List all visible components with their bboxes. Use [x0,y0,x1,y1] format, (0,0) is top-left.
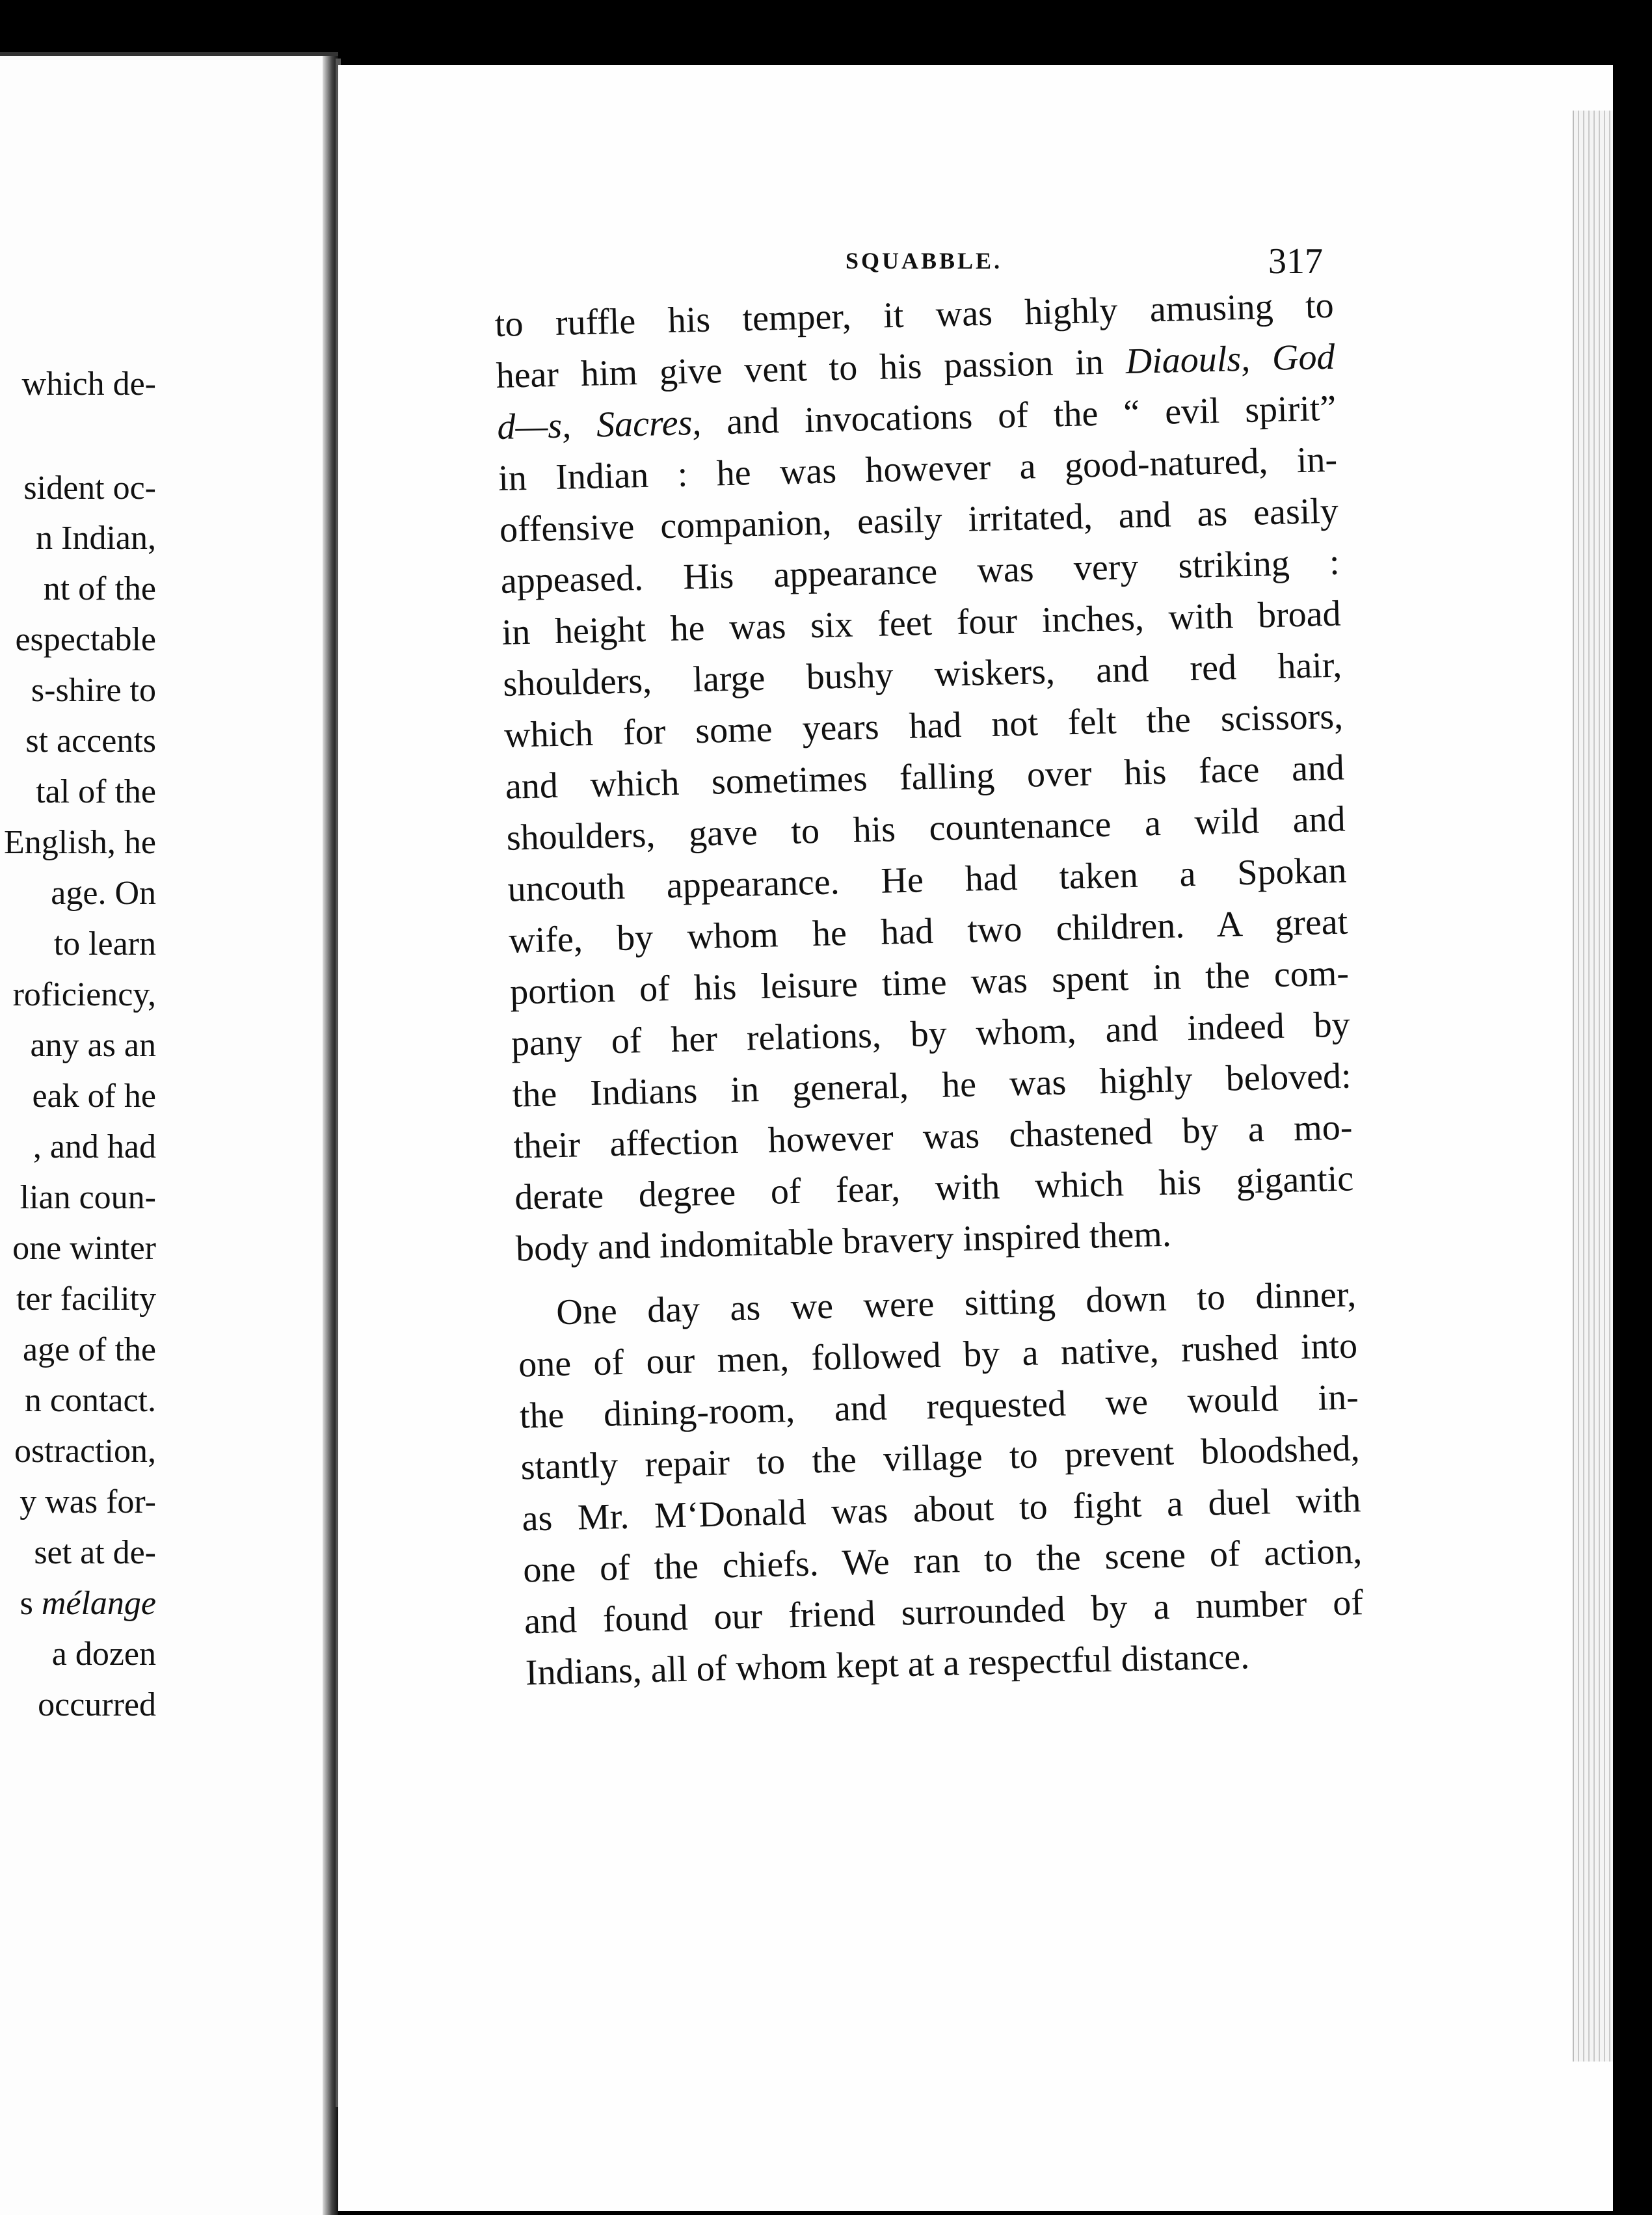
left-page-line: espectable [15,621,156,658]
paragraph-2 [517,1269,1365,1699]
text-line: d—s, Sacres, and invocations of the “ evil spirit” [496,388,1337,447]
left-page-line: English, he [4,824,156,861]
left-page-line: ter facility [16,1280,156,1318]
left-page-line: which de- [21,365,156,403]
text-line: Indians, all of whom kept at a respectful distance. [525,1636,1250,1693]
body-text [494,280,1365,1699]
text-line: which for some years had not felt the scissors, [503,696,1344,756]
left-page-line: any as an [30,1027,156,1064]
left-page-line: lian coun- [20,1179,156,1216]
left-page-text [0,56,156,2215]
left-page-line: occurred [38,1686,156,1723]
left-page-line: y was for- [20,1483,156,1520]
left-page-line: to learn [53,925,156,962]
left-page-line: roficiency, [12,976,156,1013]
left-page-line: ostraction, [14,1433,156,1470]
left-page-line: tal of the [36,773,156,810]
left-page-line: age. On [51,875,156,912]
left-page-line: s mélange [20,1585,156,1622]
left-page-line: set at de- [34,1534,156,1571]
running-head: SQUABBLE. [846,248,1003,274]
text-line: offensive companion, easily irritated, and as easily [499,490,1339,550]
text-line: and which sometimes falling over his face and [505,747,1345,807]
left-page-line: a dozen [51,1636,156,1673]
text-line: the dining-room, and requested we would in- [519,1377,1359,1437]
text-line: portion of his leisure time was spent in the com- [509,953,1350,1013]
text-line: their affection however was chastened by a mo- [513,1107,1353,1167]
text-line: in height he was six feet four inches, with broad [501,593,1342,653]
text-line: to ruffle his temper, it was highly amusing to [494,285,1335,345]
left-page-line: eak of he [32,1078,156,1115]
text-line: shoulders, gave to his countenance a wild and [506,799,1346,858]
left-page-line: sident oc- [23,470,156,507]
text-line: pany of her relations, by whom, and indeed by [511,1004,1351,1064]
left-page-line: st accents [25,723,156,760]
text-line: One day as we were sitting down to dinner, [555,1274,1357,1333]
left-page-line: one winter [12,1230,156,1267]
text-line: one of the chiefs. We ran to the scene of action, [522,1531,1363,1591]
left-page-line: n contact. [24,1382,156,1419]
left-page-line: n Indian, [36,520,156,557]
text-line: shoulders, large bushy wiskers, and red hair, [502,644,1342,704]
text-line: hear him give vent to his passion in Diaouls, God [495,336,1336,396]
paragraph-1 [494,280,1355,1275]
page-edges [1573,111,1613,2062]
text-line: the Indians in general, he was highly beloved: [512,1055,1352,1115]
page-header [520,241,1327,286]
text-line: wife, by whom he had two children. A great [508,901,1348,961]
text-line: body and indomitable bravery inspired them. [515,1214,1172,1269]
left-page [0,52,338,2215]
text-line: and found our friend surrounded by a number of [524,1582,1364,1642]
text-line: in Indian : he was however a good-natured, in- [498,439,1338,499]
left-page-line: nt of the [43,570,156,607]
left-page-line: s-shire to [31,672,156,709]
text-line: uncouth appearance. He had taken a Spokan [507,850,1348,910]
left-page-line: , and had [33,1128,156,1165]
page-number: 317 [1268,241,1323,282]
text-line: stantly repair to the village to prevent bloodshed, [520,1428,1361,1488]
text-line: appeased. His appearance was very striking : [500,542,1340,602]
text-line: as Mr. M‘Donald was about to fight a duel with [521,1479,1361,1539]
text-line: derate degree of fear, with which his gigantic [514,1158,1354,1218]
text-line: one of our men, followed by a native, rushed into [518,1325,1358,1385]
left-page-line: age of the [22,1331,156,1368]
